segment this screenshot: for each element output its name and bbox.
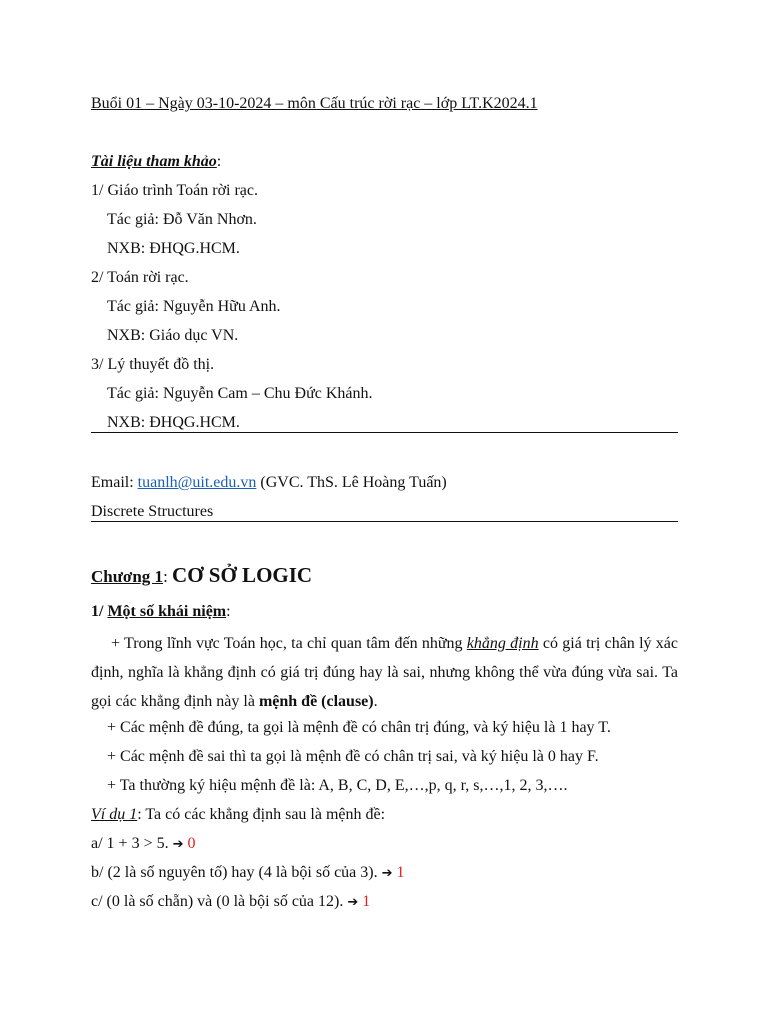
reference-2-title: 2/ Toán rời rạc. [91,269,189,286]
header-line: Buổi 01 – Ngày 03-10-2024 – môn Cấu trúc rời rạc – lớp LT.K2024.1 [91,95,538,112]
example-1-intro: : Ta có các khẳng định sau là mệnh đề: [137,806,386,823]
example-item-a [91,834,196,855]
example-item-c [91,892,370,913]
arrow-right-icon: ➔ [172,837,184,852]
email-label: Email: [91,474,138,491]
example-item-text: a/ 1 + 3 > 5. [91,835,173,852]
reference-3-author: Tác giả: Nguyễn Cam – Chu Đức Khánh. [107,385,373,402]
example-item-b [91,863,405,884]
reference-3-publisher: NXB: ĐHQG.HCM. [107,414,240,431]
section-1-number: 1/ [91,603,108,620]
reference-1-author: Tác giả: Đỗ Văn Nhơn. [107,211,257,228]
paragraph-bold-term: mệnh đề (clause) [258,693,374,710]
reference-1-title: 1/ Giáo trình Toán rời rạc. [91,182,258,199]
reference-2-author: Tác giả: Nguyễn Hữu Anh. [107,298,281,315]
chapter-label: Chương 1 [91,567,164,586]
intro-paragraph [91,629,678,716]
course-english-name: Discrete Structures [91,503,214,520]
arrow-right-icon: ➔ [347,895,359,910]
lecturer-name: (GVC. ThS. Lê Hoàng Tuấn) [256,474,447,491]
contact-line [91,473,447,493]
reference-1-publisher: NXB: ĐHQG.HCM. [107,240,240,257]
paragraph-text-2: có giá trị chân lý xác định, nghĩa là khẳng định có giá trị đúng hay là sai, nhưng không thể vừa đúng vừa sai. Ta gọi các khẳng định này là [91,635,679,710]
section-1-heading [91,602,231,622]
example-1-heading [91,805,385,825]
section-1-title: Một số khái niệm [107,603,227,620]
references-heading [91,152,221,172]
chapter-heading [91,563,312,588]
paragraph-emphasis: khẳng định [466,635,539,652]
references-heading-colon: : [216,153,222,170]
arrow-right-icon: ➔ [381,866,393,881]
truth-value: 1 [396,864,405,881]
bullet-clause-notation: + Ta thường ký hiệu mệnh đề là: A, B, C, D, E,…,p, q, r, s,…,1, 2, 3,…. [107,777,568,794]
truth-value: 1 [362,893,371,910]
example-item-text: b/ (2 là số nguyên tố) hay (4 là bội số của 3). [91,864,382,881]
truth-value: 0 [187,835,196,852]
paragraph-end: . [373,693,378,710]
email-link[interactable]: tuanlh@uit.edu.vn [137,474,257,491]
section-1-colon: : [226,603,231,620]
references-heading-text: Tài liệu tham khảo [91,153,217,170]
divider-rule-2 [91,521,678,522]
paragraph-text-1: + Trong lĩnh vực Toán học, ta chỉ quan tâm đến những [111,635,467,652]
bullet-false-clauses: + Các mệnh đề sai thì ta gọi là mệnh đề có chân trị sai, và ký hiệu là 0 hay F. [107,748,599,765]
example-item-text: c/ (0 là số chẵn) và (0 là bội số của 12). [91,893,348,910]
chapter-title: CƠ SỞ LOGIC [172,563,313,587]
reference-3-title: 3/ Lý thuyết đồ thị. [91,356,215,373]
example-1-label: Ví dụ 1 [91,806,138,823]
bullet-true-clauses: + Các mệnh đề đúng, ta gọi là mệnh đề có chân trị đúng, và ký hiệu là 1 hay T. [107,719,611,736]
chapter-colon: : [163,567,173,586]
divider-rule-1 [91,432,678,433]
reference-2-publisher: NXB: Giáo dục VN. [107,327,239,344]
